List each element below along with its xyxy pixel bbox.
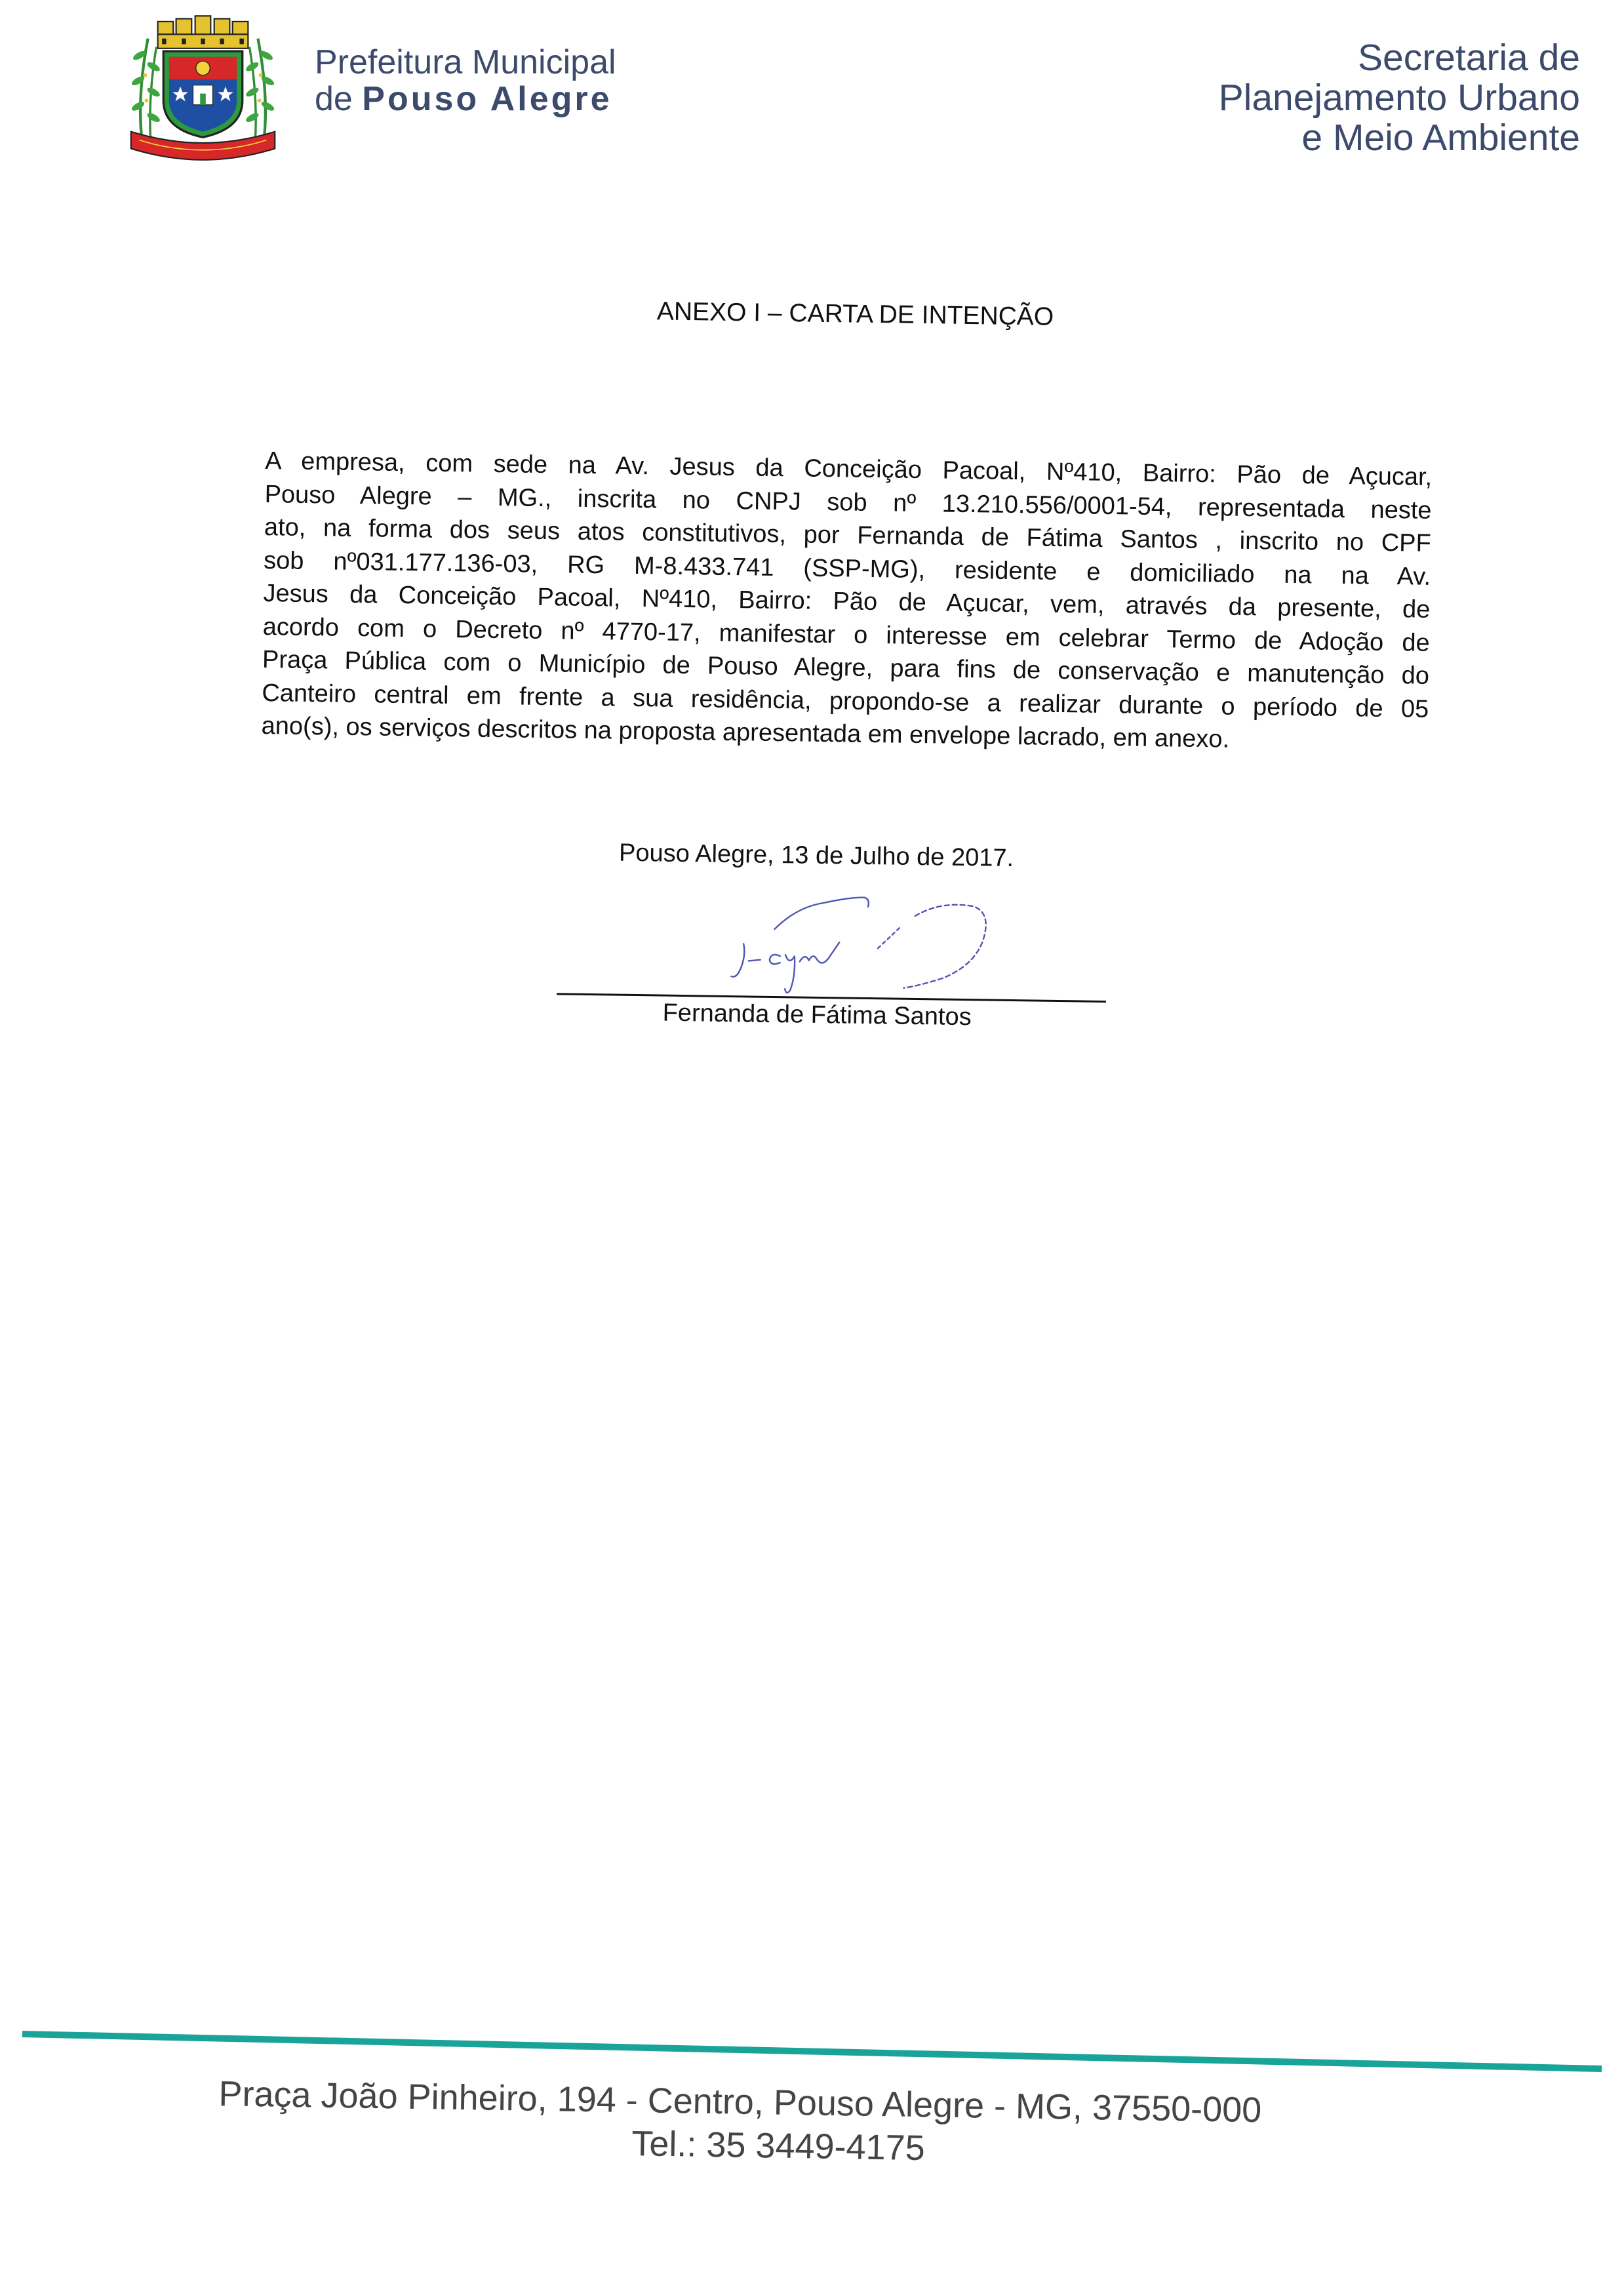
signature-stroke: [878, 927, 900, 948]
letter-content: [244, 267, 1501, 1071]
letter-body: [261, 445, 1432, 759]
branch-left: [130, 39, 161, 143]
body-line: ato, na forma dos seus atos constitutivos, por Fernanda de Fátima Santos , inscrito no CPF: [264, 513, 1432, 557]
signature-stroke: [749, 959, 761, 961]
branch-right: [245, 39, 275, 143]
body-line: Jesus da Conceição Pacoal, Nº410, Bairro: Pão de Açucar, vem, através da presente, de: [263, 580, 1431, 624]
org-name-line2: [315, 80, 612, 118]
signature-stroke: [800, 942, 839, 963]
org-name-line1: Prefeitura Municipal: [315, 43, 616, 81]
body-line: A empresa, com sede na Av. Jesus da Conceição Pacoal, Nº410, Bairro: Pão de Açucar,: [265, 447, 1433, 491]
org-name-city: Pouso Alegre: [362, 80, 612, 118]
coat-of-arms-icon: [125, 13, 281, 171]
mural-crown: [158, 16, 248, 48]
signature-stroke: [903, 904, 986, 989]
department-line: e Meio Ambiente: [1301, 117, 1580, 159]
document-title: ANEXO I – CARTA DE INTENÇÃO: [656, 297, 1054, 331]
shield: [163, 51, 243, 137]
body-line: sob nº031.177.136-03, RG M-8.433.741 (SSP-MG), residente e domiciliado na na Av.: [263, 546, 1431, 591]
department-block: [1219, 38, 1580, 158]
footer-phone: Tel.: 35 3449-4175: [631, 2124, 926, 2168]
org-name-prefix: de: [315, 80, 353, 118]
body-line: Praça Pública com o Município de Pouso Alegre, para fins de conservação e manutenção do: [262, 646, 1430, 690]
signature-stroke: [774, 896, 869, 930]
body-line: Canteiro central em frente a sua residência, propondo-se a realizar durante o período de 05: [262, 679, 1429, 723]
department-line: Secretaria de: [1357, 37, 1580, 79]
place-and-date: Pouso Alegre, 13 de Julho de 2017.: [618, 839, 1014, 873]
signatory-name: Fernanda de Fátima Santos: [662, 999, 972, 1031]
signature-stroke: [731, 944, 744, 977]
body-line: Pouso Alegre – MG., inscrita no CNPJ sob nº 13.210.556/0001-54, representada neste: [264, 480, 1432, 525]
footer: [209, 2059, 1423, 2189]
signature-stroke: [770, 955, 780, 964]
signature-stroke: [785, 955, 795, 993]
footer-address: Praça João Pinheiro, 194 - Centro, Pouso Alegre - MG, 37550-000: [218, 2074, 1262, 2130]
body-line: acordo com o Decreto nº 4770-17, manifestar o interesse em celebrar Termo de Adoção de: [262, 612, 1430, 657]
department-line: Planejamento Urbano: [1218, 77, 1580, 119]
body-line: ano(s), os serviços descritos na proposta apresentada em envelope lacrado, em anexo.: [261, 712, 1230, 753]
